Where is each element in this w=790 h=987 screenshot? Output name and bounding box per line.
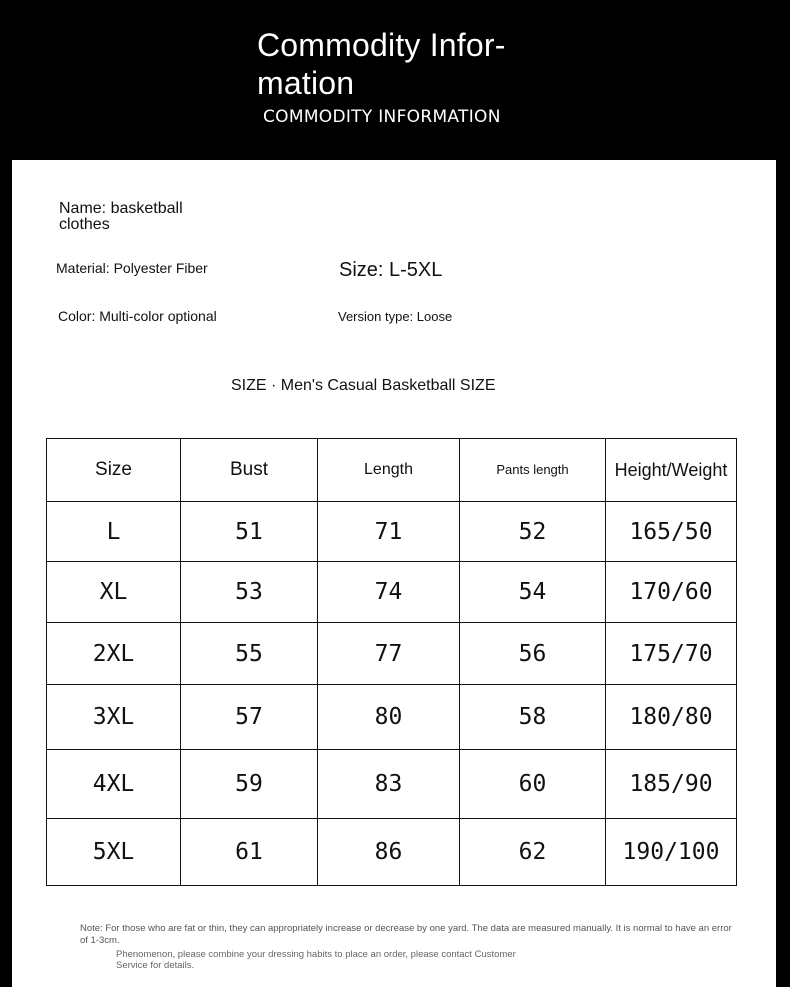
cell-size: 2XL [47, 623, 181, 685]
cell-length: 80 [318, 685, 460, 750]
cell-size: 3XL [47, 685, 181, 750]
cell-length: 77 [318, 623, 460, 685]
table-header-row [47, 439, 737, 502]
header-length: Length [318, 439, 460, 502]
size-table-title: SIZE · Men's Casual Basketball SIZE [231, 377, 496, 394]
cell-bust: 55 [181, 623, 318, 685]
cell-length: 86 [318, 819, 460, 886]
cell-bust: 57 [181, 685, 318, 750]
header-pants-length: Pants length [460, 439, 606, 502]
product-size-range: Size: L-5XL [339, 259, 443, 281]
page-subtitle: COMMODITY INFORMATION [263, 107, 501, 127]
product-name: Name: basketball clothes [59, 200, 183, 233]
cell-size: 5XL [47, 819, 181, 886]
cell-pants-length: 54 [460, 562, 606, 623]
product-color: Color: Multi-color optional [58, 308, 217, 324]
cell-bust: 61 [181, 819, 318, 886]
cell-bust: 59 [181, 750, 318, 819]
header-bust: Bust [181, 439, 318, 502]
cell-bust: 53 [181, 562, 318, 623]
cell-pants-length: 62 [460, 819, 606, 886]
cell-height-weight: 170/60 [606, 562, 737, 623]
size-table [46, 438, 737, 886]
cell-size: XL [47, 562, 181, 623]
table-row [47, 562, 737, 623]
page-title: Commodity Infor-mation [257, 27, 506, 101]
content-panel [12, 160, 776, 987]
header-height-weight: Height/Weight [606, 439, 737, 502]
header-size: Size [47, 439, 181, 502]
cell-pants-length: 58 [460, 685, 606, 750]
header-banner [0, 0, 790, 160]
cell-height-weight: 175/70 [606, 623, 737, 685]
cell-size: L [47, 502, 181, 562]
cell-pants-length: 52 [460, 502, 606, 562]
cell-height-weight: 185/90 [606, 750, 737, 819]
cell-pants-length: 60 [460, 750, 606, 819]
cell-length: 83 [318, 750, 460, 819]
product-material: Material: Polyester Fiber [56, 260, 208, 276]
cell-bust: 51 [181, 502, 318, 562]
table-row [47, 819, 737, 886]
table-row [47, 750, 737, 819]
cell-height-weight: 180/80 [606, 685, 737, 750]
table-row [47, 685, 737, 750]
measurement-note: Note: For those who are fat or thin, they can appropriately increase or decrease by one yard. The data are measured manually. It is normal to have an error of 1-3cm. [80, 923, 732, 946]
cell-length: 71 [318, 502, 460, 562]
cell-height-weight: 190/100 [606, 819, 737, 886]
contact-note: Phenomenon, please combine your dressing habits to place an order, please contact Customer Service for details. [116, 949, 516, 971]
table-row [47, 623, 737, 685]
product-version-type: Version type: Loose [338, 309, 453, 324]
cell-size: 4XL [47, 750, 181, 819]
cell-length: 74 [318, 562, 460, 623]
cell-height-weight: 165/50 [606, 502, 737, 562]
table-row [47, 502, 737, 562]
cell-pants-length: 56 [460, 623, 606, 685]
